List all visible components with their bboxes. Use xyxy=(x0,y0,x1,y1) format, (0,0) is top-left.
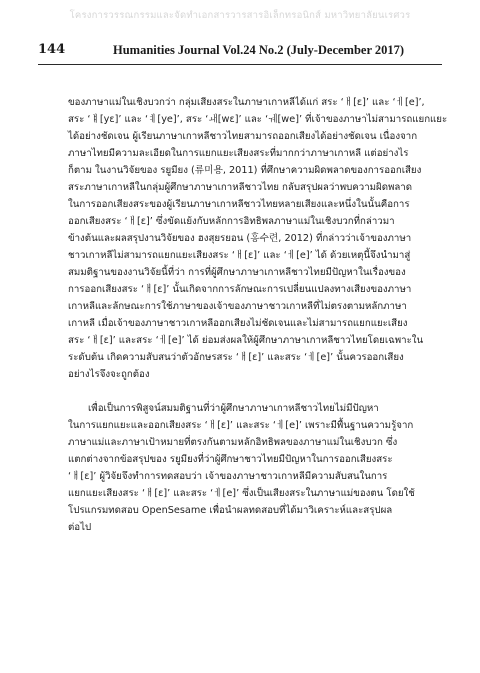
page-number: 144 xyxy=(38,42,66,57)
page-header xyxy=(38,40,442,65)
text-line: ระดับต้น เกิดความสับสนว่าตัวอักษรสระ ‘ㅐ[ɛ]’ และสระ ‘ㅔ[e]’ นั้นควรออกเสียง xyxy=(68,352,404,363)
text-line: ต่อไป xyxy=(68,522,92,533)
text-line: ข้างต้นและผลสรุปงานวิจัยของ ฮงสุยรยอน (홍수련, 2012) ที่กล่าวว่าเจ้าของภาษา xyxy=(68,233,412,244)
body-text xyxy=(68,94,448,536)
text-line: โปรแกรมทดสอบ OpenSesame เพื่อนำผลทดสอบที่ได้มาวิเคราะห์และสรุปผล xyxy=(68,505,393,516)
text-line: ‘ㅐ[ɛ]’ ผู้วิจัยจึงทำการทดสอบว่า เจ้าของภาษาชาวเกาหลีมีความสับสนในการ xyxy=(68,471,388,482)
text-line: เพื่อเป็นการพิสูจน์สมมติฐานที่ว่าผู้ศึกษาภาษาเกาหลีชาวไทยไม่มีปัญหา xyxy=(88,403,379,414)
text-line: สมมติฐานของงานวิจัยนี้ที่ว่า การที่ผู้ศึกษาภาษาเกาหลีชาวไทยมีปัญหาในเรื่องของ xyxy=(68,267,406,278)
text-line: อย่างไรจึงจะถูกต้อง xyxy=(68,369,150,380)
text-line: ก็ตาม ในงานวิจัยของ รยูมียง (류미용, 2011) ที่ศึกษาความผิดพลาดของการออกเสียง xyxy=(68,165,422,176)
text-line: ของภาษาแม่ในเชิงบวกว่า กลุ่มเสียงสระในภาษาเกาหลีได้แก่ สระ ‘ㅐ[ɛ]’ และ ‘ㅔ[e]’, xyxy=(68,97,425,108)
journal-title: Humanities Journal Vol.24 No.2 (July-December 2017) xyxy=(113,43,405,57)
text-line: ในการออกเสียงสระของผู้เรียนภาษาเกาหลีชาวไทยหลายเสียงและหนึ่งในนั้นคือการ xyxy=(68,199,410,210)
text-line: แยกแยะเสียงสระ ‘ㅐ[ɛ]’ และสระ ‘ㅔ[e]’ ซึ่งเป็นเสียงสระในภาษาแม่ของตน โดยใช้ xyxy=(68,488,415,499)
paragraph-1 xyxy=(68,94,448,383)
text-line: ได้อย่างชัดเจน ผู้เรียนภาษาเกาหลีชาวไทยสามารถออกเสียงได้อย่างชัดเจน เนื่องจาก xyxy=(68,131,418,142)
text-line: สระภาษาเกาหลีในกลุ่มผู้ศึกษาภาษาเกาหลีชาวไทย กลับสรุปผลว่าพบความผิดพลาด xyxy=(68,182,413,193)
text-line: การออกเสียงสระ ‘ㅐ[ɛ]’ นั้นเกิดจากการลักษณะการเปลี่ยนแปลงทางเสียงของภาษา xyxy=(68,284,412,295)
text-line: สระ ‘ㅐ[ɛ]’ และสระ ‘ㅔ[e]’ ได้ ย่อมส่งผลให้ผู้ศึกษาภาษาเกาหลีชาวไทยโดยเฉพาะใน xyxy=(68,335,424,346)
text-line: ชาวเกาหลีไม่สามารถแยกแยะเสียงสระ ‘ㅐ[ɛ]’ และ ‘ㅔ[e]’ ได้ ด้วยเหตุนี้จึงนำมาสู่ xyxy=(68,250,411,261)
text-line: เกาหลีและลักษณะการใช้ภาษาของเจ้าของภาษาชาวเกาหลีที่ไม่ตรงตามหลักภาษา xyxy=(68,301,407,312)
text-line: ออกเสียงสระ ‘ㅐ[ɛ]’ ซึ่งขัดแย้งกับหลักการอิทธิพลภาษาแม่ในเชิงบวกที่กล่าวมา xyxy=(68,216,395,227)
text-line: ในการแยกแยะและออกเสียงสระ ‘ㅐ[ɛ]’ และสระ ‘ㅔ[e]’ เพราะมีพื้นฐานความรู้จาก xyxy=(68,420,414,431)
text-line: สระ ‘ㅒ[yɛ]’ และ ‘ㅖ[ye]’, สระ ‘ㅙ[wɛ]’ และ ‘ㅞ[we]’ ที่เจ้าของภาษาไม่สามารถแยกแยะ xyxy=(68,114,448,125)
text-line: แตกต่างจากข้อสรุปของ รยูมียงที่ว่าผู้ศึกษาชาวไทยมีปัญหาในการออกเสียงสระ xyxy=(68,454,393,465)
watermark: โครงการวรรณกรรมและจัดทำเอกสารวารสารอิเล็กทรอนิกส์ มหาวิทยาลัยนเรศวร xyxy=(69,10,411,21)
text-line: ภาษาไทยมีความละเอียดในการแยกแยะเสียงสระที่มากกว่าภาษาเกาหลี แต่อย่างไร xyxy=(68,148,409,159)
text-line: เกาหลี เมื่อเจ้าของภาษาชาวเกาหลีออกเสียงไม่ชัดเจนและไม่สามารถแยกแยะเสียง xyxy=(68,318,408,329)
paragraph-2 xyxy=(68,400,448,536)
paragraph-gap xyxy=(68,383,448,400)
text-line: ภาษาแม่และภาษาเป้าหมายที่ตรงกันตามหลักอิทธิพลของภาษาแม่ในเชิงบวก ซึ่ง xyxy=(68,437,398,448)
